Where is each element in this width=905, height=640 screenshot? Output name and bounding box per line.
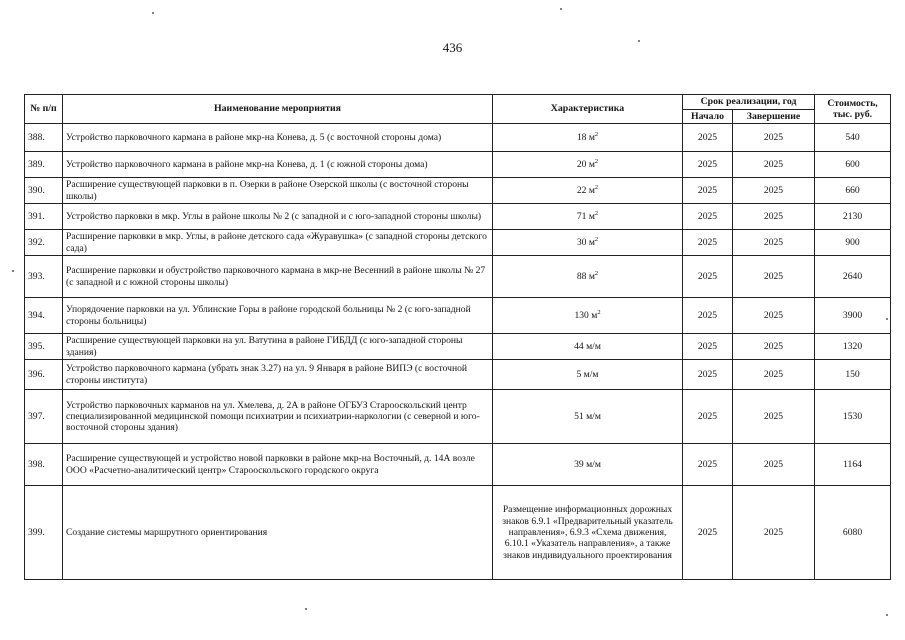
table-row — [25, 390, 891, 444]
row-measure-name: Устройство парковочного кармана (убрать знак 3.27) на ул. 9 Января в районе ВИПЭ (с восточной стороны института) — [63, 360, 493, 390]
row-number: 399. — [25, 486, 63, 580]
table-row — [25, 230, 891, 256]
row-number: 394. — [25, 298, 63, 334]
table-row — [25, 152, 891, 178]
row-measure-name: Устройство парковочного кармана в районе мкр-на Конева, д. 1 (с южной стороны дома) — [63, 152, 493, 178]
row-number: 393. — [25, 256, 63, 298]
row-measure-name: Расширение парковки в мкр. Углы, в районе детского сада «Журавушка» (с западной стороны детского сада) — [63, 230, 493, 256]
table-row — [25, 444, 891, 486]
row-end-year: 2025 — [733, 390, 815, 444]
row-start-year: 2025 — [683, 444, 733, 486]
row-end-year: 2025 — [733, 124, 815, 152]
row-characteristic: 88 $м^2$ — [493, 256, 683, 298]
row-cost: 1320 — [815, 334, 891, 360]
scan-speck — [638, 40, 640, 42]
table-row — [25, 334, 891, 360]
scan-speck — [886, 614, 888, 616]
row-cost: 6080 — [815, 486, 891, 580]
row-characteristic: 5 м/м — [493, 360, 683, 390]
scan-speck — [886, 318, 888, 320]
row-measure-name: Устройство парковки в мкр. Углы в районе школы № 2 (с западной и с юго-западной стороны школы) — [63, 204, 493, 230]
row-number: 391. — [25, 204, 63, 230]
row-cost: 660 — [815, 178, 891, 204]
row-end-year: 2025 — [733, 486, 815, 580]
header-start: Начало — [683, 109, 733, 124]
row-start-year: 2025 — [683, 152, 733, 178]
row-start-year: 2025 — [683, 360, 733, 390]
row-characteristic: 18 $м^2$ — [493, 124, 683, 152]
row-cost: 900 — [815, 230, 891, 256]
unit-exponent: 2 — [594, 269, 599, 277]
row-number: 390. — [25, 178, 63, 204]
row-cost: 1530 — [815, 390, 891, 444]
header-end: Завершение — [733, 109, 815, 124]
row-number: 396. — [25, 360, 63, 390]
table-row — [25, 124, 891, 152]
scan-speck — [12, 270, 14, 272]
row-end-year: 2025 — [733, 298, 815, 334]
row-end-year: 2025 — [733, 230, 815, 256]
row-start-year: 2025 — [683, 230, 733, 256]
header-period: Срок реализации, год — [683, 95, 815, 110]
row-number: 395. — [25, 334, 63, 360]
row-characteristic: 51 м/м — [493, 390, 683, 444]
unit-exponent: 2 — [594, 209, 599, 217]
row-characteristic: 71 $м^2$ — [493, 204, 683, 230]
table-row — [25, 178, 891, 204]
row-number: 392. — [25, 230, 63, 256]
table-row — [25, 298, 891, 334]
unit-exponent: 2 — [594, 157, 599, 165]
scan-speck — [560, 8, 562, 10]
row-number: 397. — [25, 390, 63, 444]
row-end-year: 2025 — [733, 204, 815, 230]
table-row — [25, 204, 891, 230]
row-characteristic: 20 $м^2$ — [493, 152, 683, 178]
row-measure-name: Расширение парковки и обустройство парковочного кармана в мкр-не Весенний в районе школы № 27 (с западной и с южной стороны школы) — [63, 256, 493, 298]
row-measure-name: Расширение существующей и устройство новой парковки в районе мкр-на Восточный, д. 14А возле ООО «Расчетно-аналитический центр» Старооскольского городского округа — [63, 444, 493, 486]
header-cost: Стоимость, тыс. руб. — [815, 95, 891, 124]
row-start-year: 2025 — [683, 298, 733, 334]
row-cost: 2130 — [815, 204, 891, 230]
row-measure-name: Расширение существующей парковки в п. Озерки в районе Озерской школы (с восточной стороны школы) — [63, 178, 493, 204]
scan-speck — [152, 12, 154, 14]
row-start-year: 2025 — [683, 334, 733, 360]
row-end-year: 2025 — [733, 178, 815, 204]
row-start-year: 2025 — [683, 124, 733, 152]
header-characteristic: Характеристика — [493, 95, 683, 124]
row-characteristic: Размещение информационных дорожных знаков 6.9.1 «Предварительный указатель направления», 6.9.3 «Схема движения, 6.10.1 «Указатель направления», а также знаков индивидуального проектирования — [493, 486, 683, 580]
row-end-year: 2025 — [733, 152, 815, 178]
row-cost: 3900 — [815, 298, 891, 334]
row-end-year: 2025 — [733, 360, 815, 390]
row-characteristic: 44 м/м — [493, 334, 683, 360]
row-start-year: 2025 — [683, 178, 733, 204]
row-start-year: 2025 — [683, 256, 733, 298]
row-characteristic: 39 м/м — [493, 444, 683, 486]
row-measure-name: Устройство парковочного кармана в районе мкр-на Конева, д. 5 (с восточной стороны дома) — [63, 124, 493, 152]
row-start-year: 2025 — [683, 204, 733, 230]
unit-exponent: 2 — [597, 308, 601, 316]
row-cost: 150 — [815, 360, 891, 390]
row-end-year: 2025 — [733, 334, 815, 360]
unit-exponent: 2 — [594, 130, 599, 138]
row-number: 389. — [25, 152, 63, 178]
page-number: 436 — [442, 40, 463, 55]
row-measure-name: Расширение существующей парковки на ул. Ватутина в районе ГИБДД (с юго-западной стороны здания) — [63, 334, 493, 360]
table-body — [25, 124, 891, 580]
row-measure-name: Устройство парковочных карманов на ул. Хмелева, д. 2А в районе ОГБУЗ Старооскольский центр специализированной медицинской помощи психиатрии и психиатрии-наркологии (с северной и юго-восточной стороны здания) — [63, 390, 493, 444]
unit-exponent: 2 — [594, 183, 599, 191]
row-number: 388. — [25, 124, 63, 152]
row-characteristic: 130 $м^2$ — [493, 298, 683, 334]
row-cost: 1164 — [815, 444, 891, 486]
row-end-year: 2025 — [733, 444, 815, 486]
row-cost: 600 — [815, 152, 891, 178]
row-cost: 540 — [815, 124, 891, 152]
row-measure-name: Упорядочение парковки на ул. Ублинские Горы в районе городской больницы № 2 (с юго-западной стороны больницы) — [63, 298, 493, 334]
row-characteristic: 30 $м^2$ — [493, 230, 683, 256]
row-cost: 2640 — [815, 256, 891, 298]
row-start-year: 2025 — [683, 390, 733, 444]
scan-speck — [305, 608, 307, 610]
row-end-year: 2025 — [733, 256, 815, 298]
unit-exponent: 2 — [594, 235, 599, 243]
row-number: 398. — [25, 444, 63, 486]
table-row — [25, 486, 891, 580]
header-num: № п/п — [25, 95, 63, 124]
row-start-year: 2025 — [683, 486, 733, 580]
row-characteristic: 22 $м^2$ — [493, 178, 683, 204]
measures-table — [24, 94, 891, 580]
row-measure-name: Создание системы маршрутного ориентирования — [63, 486, 493, 580]
table-row — [25, 256, 891, 298]
header-name: Наименование мероприятия — [63, 95, 493, 124]
table-row — [25, 360, 891, 390]
